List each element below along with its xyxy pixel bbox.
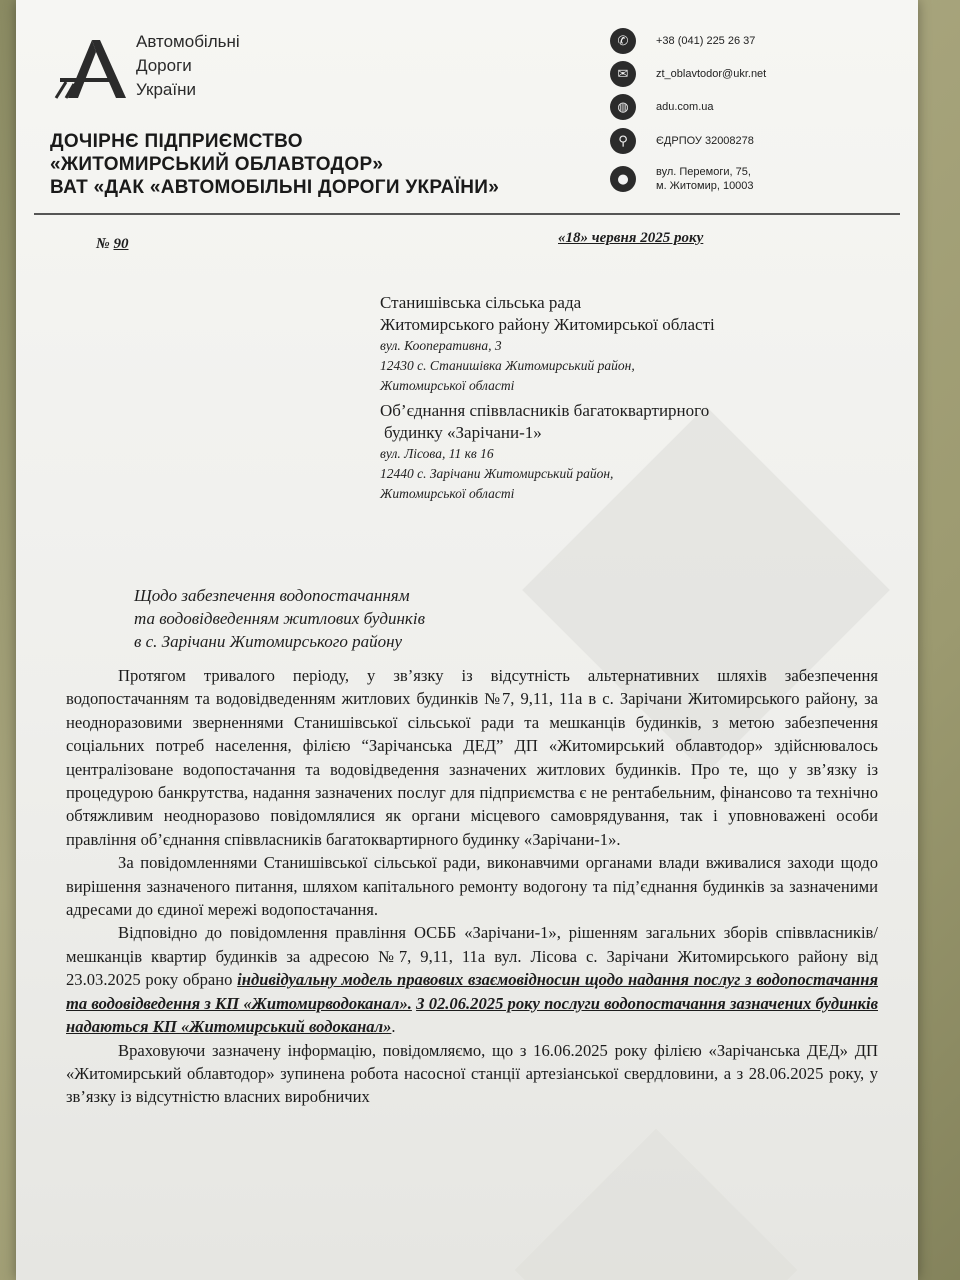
website-text: adu.com.ua — [656, 101, 714, 113]
contact-website — [610, 92, 713, 122]
recipient-address-line: Житомирської області — [380, 486, 515, 501]
letter-number-prefix: № — [96, 236, 110, 252]
recipient-1 — [380, 292, 715, 396]
globe-icon: ◍ — [610, 94, 636, 120]
org-line: ВАТ «ДАК «АВТОМОБІЛЬНІ ДОРОГИ УКРАЇНИ» — [50, 177, 500, 198]
logo-line: Автомобільні — [136, 32, 240, 51]
recipient-address-line: вул. Лісова, 11 кв 16 — [380, 446, 494, 461]
org-line: «ЖИТОМИРСЬКИЙ ОБЛАВТОДОР» — [50, 154, 384, 175]
subject-line: та водовідведенням житлових будинків — [134, 609, 425, 628]
phone-text: +38 (041) 225 26 37 — [656, 35, 756, 47]
body-paragraph: Враховуючи зазначену інформацію, повідомляємо, що з 16.06.2025 року філією «Зарічанська ДЕД» ДП «Житомирський облавтодор» зупинена робота насосної станції артезіанської свердловини, а з 28.06.2025 року, у зв’язку із відсутністю власних виробничих — [66, 1040, 878, 1107]
contact-phone — [610, 26, 755, 56]
contact-edrpou — [610, 126, 754, 156]
company-logo-icon — [52, 36, 132, 102]
address-line: вул. Перемоги, 75, — [656, 166, 751, 178]
address-text — [656, 165, 754, 193]
subject-line: в с. Зарічани Житомирського району — [134, 632, 403, 651]
location-pin-icon: ● — [610, 166, 636, 192]
recipient-name-line: Об’єднання співвласників багатоквартирного — [380, 401, 710, 420]
recipient-address-line: Житомирської області — [380, 378, 515, 393]
email-text: zt_oblavtodor@ukr.net — [656, 68, 767, 80]
body-paragraph: За повідомленнями Станишівської сільської ради, виконавчими органами влади вживалися заходи щодо вирішення зазначеного питання, шляхом капітального ремонту водогону та під’єднання будинків за зазначеними адресами до єдиної мережі водопостачання. — [66, 853, 878, 920]
letter-number-value: 90 — [113, 236, 129, 252]
org-line: ДОЧІРНЄ ПІДПРИЄМСТВО — [50, 131, 303, 152]
phone-icon: ✆ — [610, 28, 636, 54]
recipient-name-line: будинку «Зарічани-1» — [384, 423, 542, 442]
contact-address — [610, 162, 754, 196]
watermark-shape-lower — [515, 1129, 798, 1280]
paragraph-text: Відповідно до повідомлення правління ОСББ «Зарічани-1», рішенням загальних зборів співвласників/мешканців квартир будинків за адресою №7, 9,11, 11а вул. Лісова с. Зарічани Житомирського району від 23.03.2025 року обрано — [66, 923, 878, 990]
recipient-address-line: 12440 с. Зарічани Житомирський район, — [380, 466, 614, 481]
recipient-2 — [380, 400, 709, 504]
logo-wordmark — [136, 30, 240, 102]
organization-name — [50, 130, 499, 199]
emphasis-text: З 02.06.2025 року послуги водопостачання зазначених будинків надаються КП «Житомирський водоканал» — [66, 993, 878, 1037]
recipient-name-line: Станишівська сільська рада — [380, 293, 582, 312]
header-divider — [34, 213, 900, 215]
body-paragraph — [66, 921, 878, 1038]
contact-email — [610, 59, 766, 89]
recipient-address-line: 12430 с. Станишівка Житомирський район, — [380, 358, 635, 373]
paragraph-text: . — [391, 1017, 396, 1037]
letter-number — [96, 236, 128, 253]
letter-subject — [134, 584, 425, 653]
subject-line: Щодо забезпечення водопостачанням — [134, 586, 410, 605]
search-icon: ⚲ — [610, 128, 636, 154]
recipient-name-line: Житомирського району Житомирської області — [380, 315, 715, 334]
body-paragraph: Протягом тривалого періоду, у зв’язку із відсутність альтернативних шляхів забезпечення водопостачанням та водовідведенням житлових будинків №7, 9,11, 11а в с. Зарічани Житомирського району, за неодноразовими зверненнями Станишівської сільської ради та мешканців будинків, з метою забезпечення соціальних потреб населення, філією “Зарічанська ДЕД” ДП «Житомирський облавтодор» здійснювалось централізоване водопостачання та водовідведення зазначених житлових будинків. Про те, що у зв’язку із процедурою банкрутства, надання зазначених послуг для підприємства є не рентабельним, фінансово та технічно обтяжливим неодноразово повідомлялися як органи місцевого самоврядування, так і уповноважені особи правління об’єднання співвласників багатоквартирного будинку «Зарічани-1». — [66, 666, 878, 849]
emphasis-text: індивідуальну модель правових взаємовідносин щодо надання послуг з водопостачання та водовідведення з КП «Житомирводоканал». — [66, 970, 878, 1013]
logo-line: Дороги — [136, 56, 192, 75]
recipient-address-line: вул. Кооперативна, 3 — [380, 338, 502, 353]
envelope-icon: ✉ — [610, 61, 636, 87]
letter-body — [66, 664, 878, 1109]
logo-line: України — [136, 80, 196, 99]
address-line: м. Житомир, 10003 — [656, 180, 754, 192]
edrpou-text: ЄДРПОУ 32008278 — [656, 135, 754, 147]
letter-page — [16, 0, 918, 1280]
letter-date: «18» червня 2025 року — [558, 230, 704, 246]
